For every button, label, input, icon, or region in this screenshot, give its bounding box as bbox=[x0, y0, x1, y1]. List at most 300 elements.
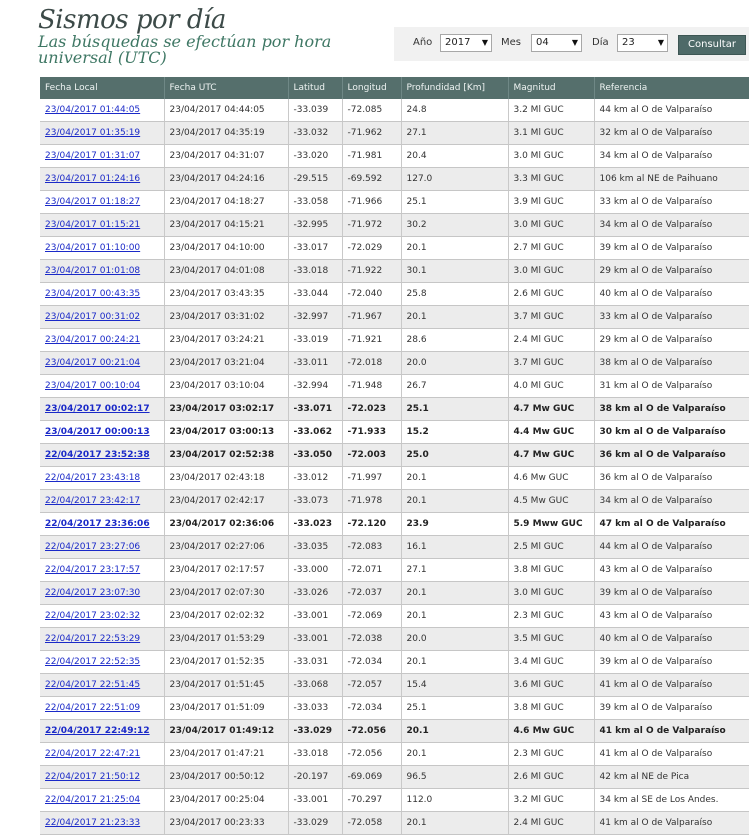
table-row bbox=[40, 812, 749, 835]
cell-lon: -69.069 bbox=[342, 766, 401, 789]
date-search-form bbox=[394, 27, 749, 61]
cell-mag: 3.7 Ml GUC bbox=[508, 352, 594, 375]
cell-ref: 44 km al O de Valparaíso bbox=[594, 99, 749, 122]
cell-local-date bbox=[40, 697, 164, 720]
cell-depth: 20.1 bbox=[401, 743, 508, 766]
cell-utc: 23/04/2017 04:24:16 bbox=[164, 168, 288, 191]
cell-local-date bbox=[40, 352, 164, 375]
table-row bbox=[40, 628, 749, 651]
cell-lon: -72.083 bbox=[342, 536, 401, 559]
cell-mag: 4.5 Mw GUC bbox=[508, 490, 594, 513]
cell-depth: 30.1 bbox=[401, 260, 508, 283]
event-link[interactable]: 22/04/2017 22:51:45 bbox=[45, 680, 141, 690]
cell-mag: 4.0 Ml GUC bbox=[508, 375, 594, 398]
cell-local-date bbox=[40, 375, 164, 398]
cell-lon: -71.978 bbox=[342, 490, 401, 513]
page-title: Sismos por día bbox=[38, 5, 226, 35]
cell-ref: 36 km al O de Valparaíso bbox=[594, 444, 749, 467]
table-row bbox=[40, 720, 749, 743]
cell-lon: -72.085 bbox=[342, 99, 401, 122]
table-row bbox=[40, 789, 749, 812]
cell-lat: -33.020 bbox=[288, 145, 342, 168]
cell-lat: -33.018 bbox=[288, 743, 342, 766]
day-label: Día bbox=[592, 37, 609, 48]
cell-ref: 38 km al O de Valparaíso bbox=[594, 352, 749, 375]
table-row bbox=[40, 191, 749, 214]
cell-lon: -71.967 bbox=[342, 306, 401, 329]
cell-utc: 23/04/2017 02:27:06 bbox=[164, 536, 288, 559]
cell-lon: -72.034 bbox=[342, 697, 401, 720]
event-link[interactable]: 22/04/2017 23:02:32 bbox=[45, 611, 141, 621]
table-row bbox=[40, 214, 749, 237]
cell-local-date bbox=[40, 467, 164, 490]
event-link[interactable]: 23/04/2017 00:02:17 bbox=[45, 404, 150, 414]
table-row bbox=[40, 651, 749, 674]
cell-ref: 47 km al O de Valparaíso bbox=[594, 513, 749, 536]
cell-lat: -33.018 bbox=[288, 260, 342, 283]
table-row bbox=[40, 697, 749, 720]
cell-depth: 27.1 bbox=[401, 122, 508, 145]
cell-mag: 3.0 Ml GUC bbox=[508, 145, 594, 168]
cell-lon: -72.071 bbox=[342, 559, 401, 582]
cell-mag: 3.0 Ml GUC bbox=[508, 582, 594, 605]
cell-utc: 23/04/2017 03:31:02 bbox=[164, 306, 288, 329]
cell-depth: 20.4 bbox=[401, 145, 508, 168]
cell-lat: -33.029 bbox=[288, 812, 342, 835]
column-header[interactable]: Referencia bbox=[594, 77, 749, 99]
event-link[interactable]: 22/04/2017 22:47:21 bbox=[45, 749, 141, 759]
event-link[interactable]: 23/04/2017 00:21:04 bbox=[45, 358, 141, 368]
table-row bbox=[40, 398, 749, 421]
event-link[interactable]: 22/04/2017 22:53:29 bbox=[45, 634, 141, 644]
cell-depth: 20.1 bbox=[401, 306, 508, 329]
cell-lat: -33.012 bbox=[288, 467, 342, 490]
cell-local-date bbox=[40, 444, 164, 467]
cell-depth: 127.0 bbox=[401, 168, 508, 191]
cell-mag: 2.3 Ml GUC bbox=[508, 743, 594, 766]
cell-lon: -72.018 bbox=[342, 352, 401, 375]
cell-local-date bbox=[40, 789, 164, 812]
cell-mag: 4.4 Mw GUC bbox=[508, 421, 594, 444]
cell-depth: 30.2 bbox=[401, 214, 508, 237]
event-link[interactable]: 22/04/2017 23:43:18 bbox=[45, 473, 141, 483]
column-header[interactable]: Profundidad [Km] bbox=[401, 77, 508, 99]
event-link[interactable]: 23/04/2017 00:31:02 bbox=[45, 312, 141, 322]
event-link[interactable]: 22/04/2017 22:52:35 bbox=[45, 657, 141, 667]
cell-local-date bbox=[40, 628, 164, 651]
cell-mag: 3.5 Ml GUC bbox=[508, 628, 594, 651]
cell-lat: -33.033 bbox=[288, 697, 342, 720]
cell-mag: 2.6 Ml GUC bbox=[508, 283, 594, 306]
cell-depth: 20.1 bbox=[401, 582, 508, 605]
cell-lon: -71.972 bbox=[342, 214, 401, 237]
table-row bbox=[40, 444, 749, 467]
earthquake-table bbox=[40, 77, 749, 835]
cell-lon: -72.057 bbox=[342, 674, 401, 697]
cell-ref: 41 km al O de Valparaíso bbox=[594, 743, 749, 766]
cell-ref: 29 km al O de Valparaíso bbox=[594, 329, 749, 352]
cell-depth: 96.5 bbox=[401, 766, 508, 789]
cell-depth: 20.1 bbox=[401, 720, 508, 743]
cell-lat: -33.058 bbox=[288, 191, 342, 214]
event-link[interactable]: 23/04/2017 01:18:27 bbox=[45, 197, 141, 207]
cell-lat: -33.062 bbox=[288, 421, 342, 444]
cell-lon: -71.997 bbox=[342, 467, 401, 490]
consultar-button[interactable]: Consultar bbox=[678, 35, 746, 55]
cell-depth: 25.1 bbox=[401, 697, 508, 720]
cell-lat: -33.050 bbox=[288, 444, 342, 467]
cell-lat: -33.001 bbox=[288, 605, 342, 628]
event-link[interactable]: 22/04/2017 21:25:04 bbox=[45, 795, 141, 805]
event-link[interactable]: 22/04/2017 21:23:33 bbox=[45, 818, 141, 828]
event-link[interactable]: 22/04/2017 22:49:12 bbox=[45, 726, 150, 736]
cell-depth: 25.1 bbox=[401, 191, 508, 214]
cell-utc: 23/04/2017 00:23:33 bbox=[164, 812, 288, 835]
cell-local-date bbox=[40, 237, 164, 260]
cell-depth: 27.1 bbox=[401, 559, 508, 582]
cell-local-date bbox=[40, 214, 164, 237]
cell-mag: 3.8 Ml GUC bbox=[508, 697, 594, 720]
cell-lat: -33.031 bbox=[288, 651, 342, 674]
cell-utc: 23/04/2017 02:17:57 bbox=[164, 559, 288, 582]
cell-utc: 23/04/2017 01:53:29 bbox=[164, 628, 288, 651]
cell-local-date bbox=[40, 122, 164, 145]
chevron-down-icon: ▼ bbox=[657, 38, 664, 47]
cell-utc: 23/04/2017 02:02:32 bbox=[164, 605, 288, 628]
cell-lon: -71.933 bbox=[342, 421, 401, 444]
cell-lat: -33.068 bbox=[288, 674, 342, 697]
cell-mag: 4.6 Mw GUC bbox=[508, 467, 594, 490]
cell-utc: 23/04/2017 03:43:35 bbox=[164, 283, 288, 306]
cell-depth: 28.6 bbox=[401, 329, 508, 352]
table-row bbox=[40, 260, 749, 283]
table-header-row bbox=[40, 77, 749, 99]
cell-lat: -33.073 bbox=[288, 490, 342, 513]
cell-mag: 3.0 Ml GUC bbox=[508, 214, 594, 237]
cell-lat: -33.011 bbox=[288, 352, 342, 375]
table-row bbox=[40, 237, 749, 260]
column-header[interactable]: Latitud bbox=[288, 77, 342, 99]
cell-utc: 23/04/2017 00:50:12 bbox=[164, 766, 288, 789]
cell-local-date bbox=[40, 168, 164, 191]
cell-local-date bbox=[40, 651, 164, 674]
cell-lat: -33.044 bbox=[288, 283, 342, 306]
cell-lon: -72.037 bbox=[342, 582, 401, 605]
cell-ref: 39 km al O de Valparaíso bbox=[594, 237, 749, 260]
cell-local-date bbox=[40, 99, 164, 122]
cell-local-date bbox=[40, 605, 164, 628]
table-row bbox=[40, 99, 749, 122]
cell-utc: 23/04/2017 00:25:04 bbox=[164, 789, 288, 812]
event-link[interactable]: 23/04/2017 01:10:00 bbox=[45, 243, 141, 253]
chevron-down-icon: ▼ bbox=[481, 38, 488, 47]
cell-utc: 23/04/2017 03:21:04 bbox=[164, 352, 288, 375]
cell-utc: 23/04/2017 04:18:27 bbox=[164, 191, 288, 214]
event-link[interactable]: 23/04/2017 01:44:05 bbox=[45, 105, 141, 115]
month-label: Mes bbox=[501, 37, 521, 48]
cell-ref: 29 km al O de Valparaíso bbox=[594, 260, 749, 283]
cell-lon: -71.921 bbox=[342, 329, 401, 352]
cell-depth: 25.1 bbox=[401, 398, 508, 421]
cell-lon: -72.069 bbox=[342, 605, 401, 628]
table-row bbox=[40, 766, 749, 789]
event-link[interactable]: 22/04/2017 23:27:06 bbox=[45, 542, 141, 552]
cell-mag: 5.9 Mww GUC bbox=[508, 513, 594, 536]
event-link[interactable]: 22/04/2017 23:36:06 bbox=[45, 519, 150, 529]
cell-utc: 23/04/2017 01:47:21 bbox=[164, 743, 288, 766]
cell-lat: -33.029 bbox=[288, 720, 342, 743]
event-link[interactable]: 22/04/2017 23:07:30 bbox=[45, 588, 141, 598]
cell-mag: 2.4 Ml GUC bbox=[508, 812, 594, 835]
cell-mag: 3.3 Ml GUC bbox=[508, 168, 594, 191]
year-select[interactable] bbox=[440, 34, 492, 52]
cell-ref: 41 km al O de Valparaíso bbox=[594, 720, 749, 743]
cell-ref: 43 km al O de Valparaíso bbox=[594, 559, 749, 582]
cell-utc: 23/04/2017 03:10:04 bbox=[164, 375, 288, 398]
cell-lat: -33.032 bbox=[288, 122, 342, 145]
cell-lat: -20.197 bbox=[288, 766, 342, 789]
cell-utc: 23/04/2017 04:44:05 bbox=[164, 99, 288, 122]
cell-local-date bbox=[40, 421, 164, 444]
event-link[interactable]: 22/04/2017 21:50:12 bbox=[45, 772, 141, 782]
event-link[interactable]: 23/04/2017 01:31:07 bbox=[45, 151, 141, 161]
cell-lon: -71.966 bbox=[342, 191, 401, 214]
cell-ref: 38 km al O de Valparaíso bbox=[594, 398, 749, 421]
cell-lon: -72.029 bbox=[342, 237, 401, 260]
table-row bbox=[40, 743, 749, 766]
cell-ref: 41 km al O de Valparaíso bbox=[594, 674, 749, 697]
cell-depth: 23.9 bbox=[401, 513, 508, 536]
cell-mag: 3.6 Ml GUC bbox=[508, 674, 594, 697]
cell-mag: 3.7 Ml GUC bbox=[508, 306, 594, 329]
cell-ref: 39 km al O de Valparaíso bbox=[594, 582, 749, 605]
cell-lon: -72.058 bbox=[342, 812, 401, 835]
column-header[interactable]: Fecha Local bbox=[40, 77, 164, 99]
cell-local-date bbox=[40, 766, 164, 789]
cell-depth: 20.0 bbox=[401, 352, 508, 375]
cell-lat: -33.035 bbox=[288, 536, 342, 559]
cell-mag: 4.6 Mw GUC bbox=[508, 720, 594, 743]
cell-depth: 15.2 bbox=[401, 421, 508, 444]
table-row bbox=[40, 283, 749, 306]
event-link[interactable]: 23/04/2017 01:15:21 bbox=[45, 220, 141, 230]
cell-utc: 23/04/2017 02:43:18 bbox=[164, 467, 288, 490]
cell-depth: 20.1 bbox=[401, 605, 508, 628]
cell-local-date bbox=[40, 743, 164, 766]
cell-local-date bbox=[40, 306, 164, 329]
cell-ref: 30 km al O de Valparaíso bbox=[594, 421, 749, 444]
cell-utc: 23/04/2017 04:01:08 bbox=[164, 260, 288, 283]
cell-utc: 23/04/2017 04:35:19 bbox=[164, 122, 288, 145]
cell-depth: 24.8 bbox=[401, 99, 508, 122]
cell-mag: 2.6 Ml GUC bbox=[508, 766, 594, 789]
event-link[interactable]: 22/04/2017 23:42:17 bbox=[45, 496, 141, 506]
cell-mag: 2.7 Ml GUC bbox=[508, 237, 594, 260]
cell-utc: 23/04/2017 04:15:21 bbox=[164, 214, 288, 237]
cell-ref: 36 km al O de Valparaíso bbox=[594, 467, 749, 490]
event-link[interactable]: 23/04/2017 00:24:21 bbox=[45, 335, 141, 345]
cell-lon: -70.297 bbox=[342, 789, 401, 812]
cell-depth: 20.1 bbox=[401, 237, 508, 260]
cell-lat: -33.039 bbox=[288, 99, 342, 122]
cell-depth: 16.1 bbox=[401, 536, 508, 559]
cell-utc: 23/04/2017 04:10:00 bbox=[164, 237, 288, 260]
month-select[interactable] bbox=[531, 34, 582, 52]
cell-lat: -33.071 bbox=[288, 398, 342, 421]
cell-local-date bbox=[40, 283, 164, 306]
column-header[interactable]: Magnitud bbox=[508, 77, 594, 99]
cell-ref: 33 km al O de Valparaíso bbox=[594, 306, 749, 329]
cell-mag: 4.7 Mw GUC bbox=[508, 398, 594, 421]
cell-lat: -33.026 bbox=[288, 582, 342, 605]
cell-utc: 23/04/2017 02:07:30 bbox=[164, 582, 288, 605]
cell-ref: 42 km al NE de Pica bbox=[594, 766, 749, 789]
cell-mag: 2.5 Ml GUC bbox=[508, 536, 594, 559]
cell-local-date bbox=[40, 490, 164, 513]
year-label: Año bbox=[413, 37, 433, 48]
cell-mag: 3.8 Ml GUC bbox=[508, 559, 594, 582]
cell-ref: 39 km al O de Valparaíso bbox=[594, 651, 749, 674]
table-row bbox=[40, 306, 749, 329]
cell-lon: -72.003 bbox=[342, 444, 401, 467]
table-row bbox=[40, 674, 749, 697]
cell-local-date bbox=[40, 513, 164, 536]
day-value: 23 bbox=[622, 37, 635, 48]
cell-utc: 23/04/2017 04:31:07 bbox=[164, 145, 288, 168]
month-value: 04 bbox=[536, 37, 549, 48]
table-row bbox=[40, 536, 749, 559]
column-header[interactable]: Fecha UTC bbox=[164, 77, 288, 99]
cell-utc: 23/04/2017 01:52:35 bbox=[164, 651, 288, 674]
cell-depth: 20.1 bbox=[401, 467, 508, 490]
cell-utc: 23/04/2017 02:36:06 bbox=[164, 513, 288, 536]
table-row bbox=[40, 582, 749, 605]
cell-ref: 39 km al O de Valparaíso bbox=[594, 697, 749, 720]
cell-lat: -33.000 bbox=[288, 559, 342, 582]
cell-lon: -72.056 bbox=[342, 720, 401, 743]
cell-utc: 23/04/2017 01:49:12 bbox=[164, 720, 288, 743]
cell-ref: 44 km al O de Valparaíso bbox=[594, 536, 749, 559]
cell-local-date bbox=[40, 191, 164, 214]
cell-lat: -33.017 bbox=[288, 237, 342, 260]
event-link[interactable]: 23/04/2017 00:10:04 bbox=[45, 381, 141, 391]
cell-ref: 34 km al O de Valparaíso bbox=[594, 214, 749, 237]
cell-ref: 34 km al SE de Los Andes. bbox=[594, 789, 749, 812]
cell-lon: -69.592 bbox=[342, 168, 401, 191]
cell-lon: -72.120 bbox=[342, 513, 401, 536]
event-link[interactable]: 22/04/2017 23:17:57 bbox=[45, 565, 141, 575]
cell-lon: -71.981 bbox=[342, 145, 401, 168]
page-subtitle: Las búsquedas se efectúan por hora universal (UTC) bbox=[38, 32, 332, 67]
cell-lat: -33.023 bbox=[288, 513, 342, 536]
cell-ref: 33 km al O de Valparaíso bbox=[594, 191, 749, 214]
cell-depth: 26.7 bbox=[401, 375, 508, 398]
table-row bbox=[40, 375, 749, 398]
cell-mag: 3.2 Ml GUC bbox=[508, 789, 594, 812]
cell-lat: -33.019 bbox=[288, 329, 342, 352]
cell-utc: 23/04/2017 01:51:09 bbox=[164, 697, 288, 720]
cell-lat: -33.001 bbox=[288, 628, 342, 651]
year-value: 2017 bbox=[445, 37, 471, 48]
cell-lon: -71.948 bbox=[342, 375, 401, 398]
cell-depth: 20.0 bbox=[401, 628, 508, 651]
cell-local-date bbox=[40, 329, 164, 352]
cell-local-date bbox=[40, 812, 164, 835]
cell-ref: 43 km al O de Valparaíso bbox=[594, 605, 749, 628]
cell-ref: 106 km al NE de Paihuano bbox=[594, 168, 749, 191]
cell-utc: 23/04/2017 03:24:21 bbox=[164, 329, 288, 352]
cell-local-date bbox=[40, 720, 164, 743]
cell-mag: 2.4 Ml GUC bbox=[508, 329, 594, 352]
table-row bbox=[40, 513, 749, 536]
event-link[interactable]: 22/04/2017 22:51:09 bbox=[45, 703, 141, 713]
event-link[interactable]: 23/04/2017 01:01:08 bbox=[45, 266, 141, 276]
cell-local-date bbox=[40, 398, 164, 421]
chevron-down-icon: ▼ bbox=[571, 38, 578, 47]
cell-mag: 2.3 Ml GUC bbox=[508, 605, 594, 628]
cell-local-date bbox=[40, 582, 164, 605]
cell-ref: 34 km al O de Valparaíso bbox=[594, 490, 749, 513]
cell-lat: -29.515 bbox=[288, 168, 342, 191]
table-row bbox=[40, 467, 749, 490]
cell-lon: -72.040 bbox=[342, 283, 401, 306]
cell-ref: 34 km al O de Valparaíso bbox=[594, 145, 749, 168]
table-row bbox=[40, 605, 749, 628]
cell-mag: 3.9 Ml GUC bbox=[508, 191, 594, 214]
cell-depth: 25.8 bbox=[401, 283, 508, 306]
cell-lon: -72.038 bbox=[342, 628, 401, 651]
cell-utc: 23/04/2017 01:51:45 bbox=[164, 674, 288, 697]
cell-utc: 23/04/2017 03:00:13 bbox=[164, 421, 288, 444]
cell-mag: 3.2 Ml GUC bbox=[508, 99, 594, 122]
table-row bbox=[40, 145, 749, 168]
table-row bbox=[40, 329, 749, 352]
table-row bbox=[40, 352, 749, 375]
cell-mag: 4.7 Mw GUC bbox=[508, 444, 594, 467]
cell-ref: 41 km al O de Valparaíso bbox=[594, 812, 749, 835]
cell-utc: 23/04/2017 02:42:17 bbox=[164, 490, 288, 513]
cell-local-date bbox=[40, 145, 164, 168]
cell-depth: 20.1 bbox=[401, 651, 508, 674]
cell-lat: -32.995 bbox=[288, 214, 342, 237]
cell-mag: 3.4 Ml GUC bbox=[508, 651, 594, 674]
cell-lon: -72.056 bbox=[342, 743, 401, 766]
table-row bbox=[40, 168, 749, 191]
cell-lat: -33.001 bbox=[288, 789, 342, 812]
cell-depth: 20.1 bbox=[401, 812, 508, 835]
cell-depth: 15.4 bbox=[401, 674, 508, 697]
event-link[interactable]: 23/04/2017 01:35:19 bbox=[45, 128, 141, 138]
day-select[interactable] bbox=[617, 34, 668, 52]
cell-depth: 20.1 bbox=[401, 490, 508, 513]
cell-mag: 3.1 Ml GUC bbox=[508, 122, 594, 145]
table-row bbox=[40, 122, 749, 145]
column-header[interactable]: Longitud bbox=[342, 77, 401, 99]
event-link[interactable]: 22/04/2017 23:52:38 bbox=[45, 450, 150, 460]
table-row bbox=[40, 559, 749, 582]
cell-depth: 112.0 bbox=[401, 789, 508, 812]
cell-lon: -72.023 bbox=[342, 398, 401, 421]
event-link[interactable]: 23/04/2017 00:43:35 bbox=[45, 289, 141, 299]
cell-local-date bbox=[40, 536, 164, 559]
cell-local-date bbox=[40, 260, 164, 283]
event-link[interactable]: 23/04/2017 00:00:13 bbox=[45, 427, 150, 437]
event-link[interactable]: 23/04/2017 01:24:16 bbox=[45, 174, 141, 184]
cell-lon: -71.922 bbox=[342, 260, 401, 283]
cell-ref: 31 km al O de Valparaíso bbox=[594, 375, 749, 398]
cell-local-date bbox=[40, 559, 164, 582]
cell-lon: -72.034 bbox=[342, 651, 401, 674]
